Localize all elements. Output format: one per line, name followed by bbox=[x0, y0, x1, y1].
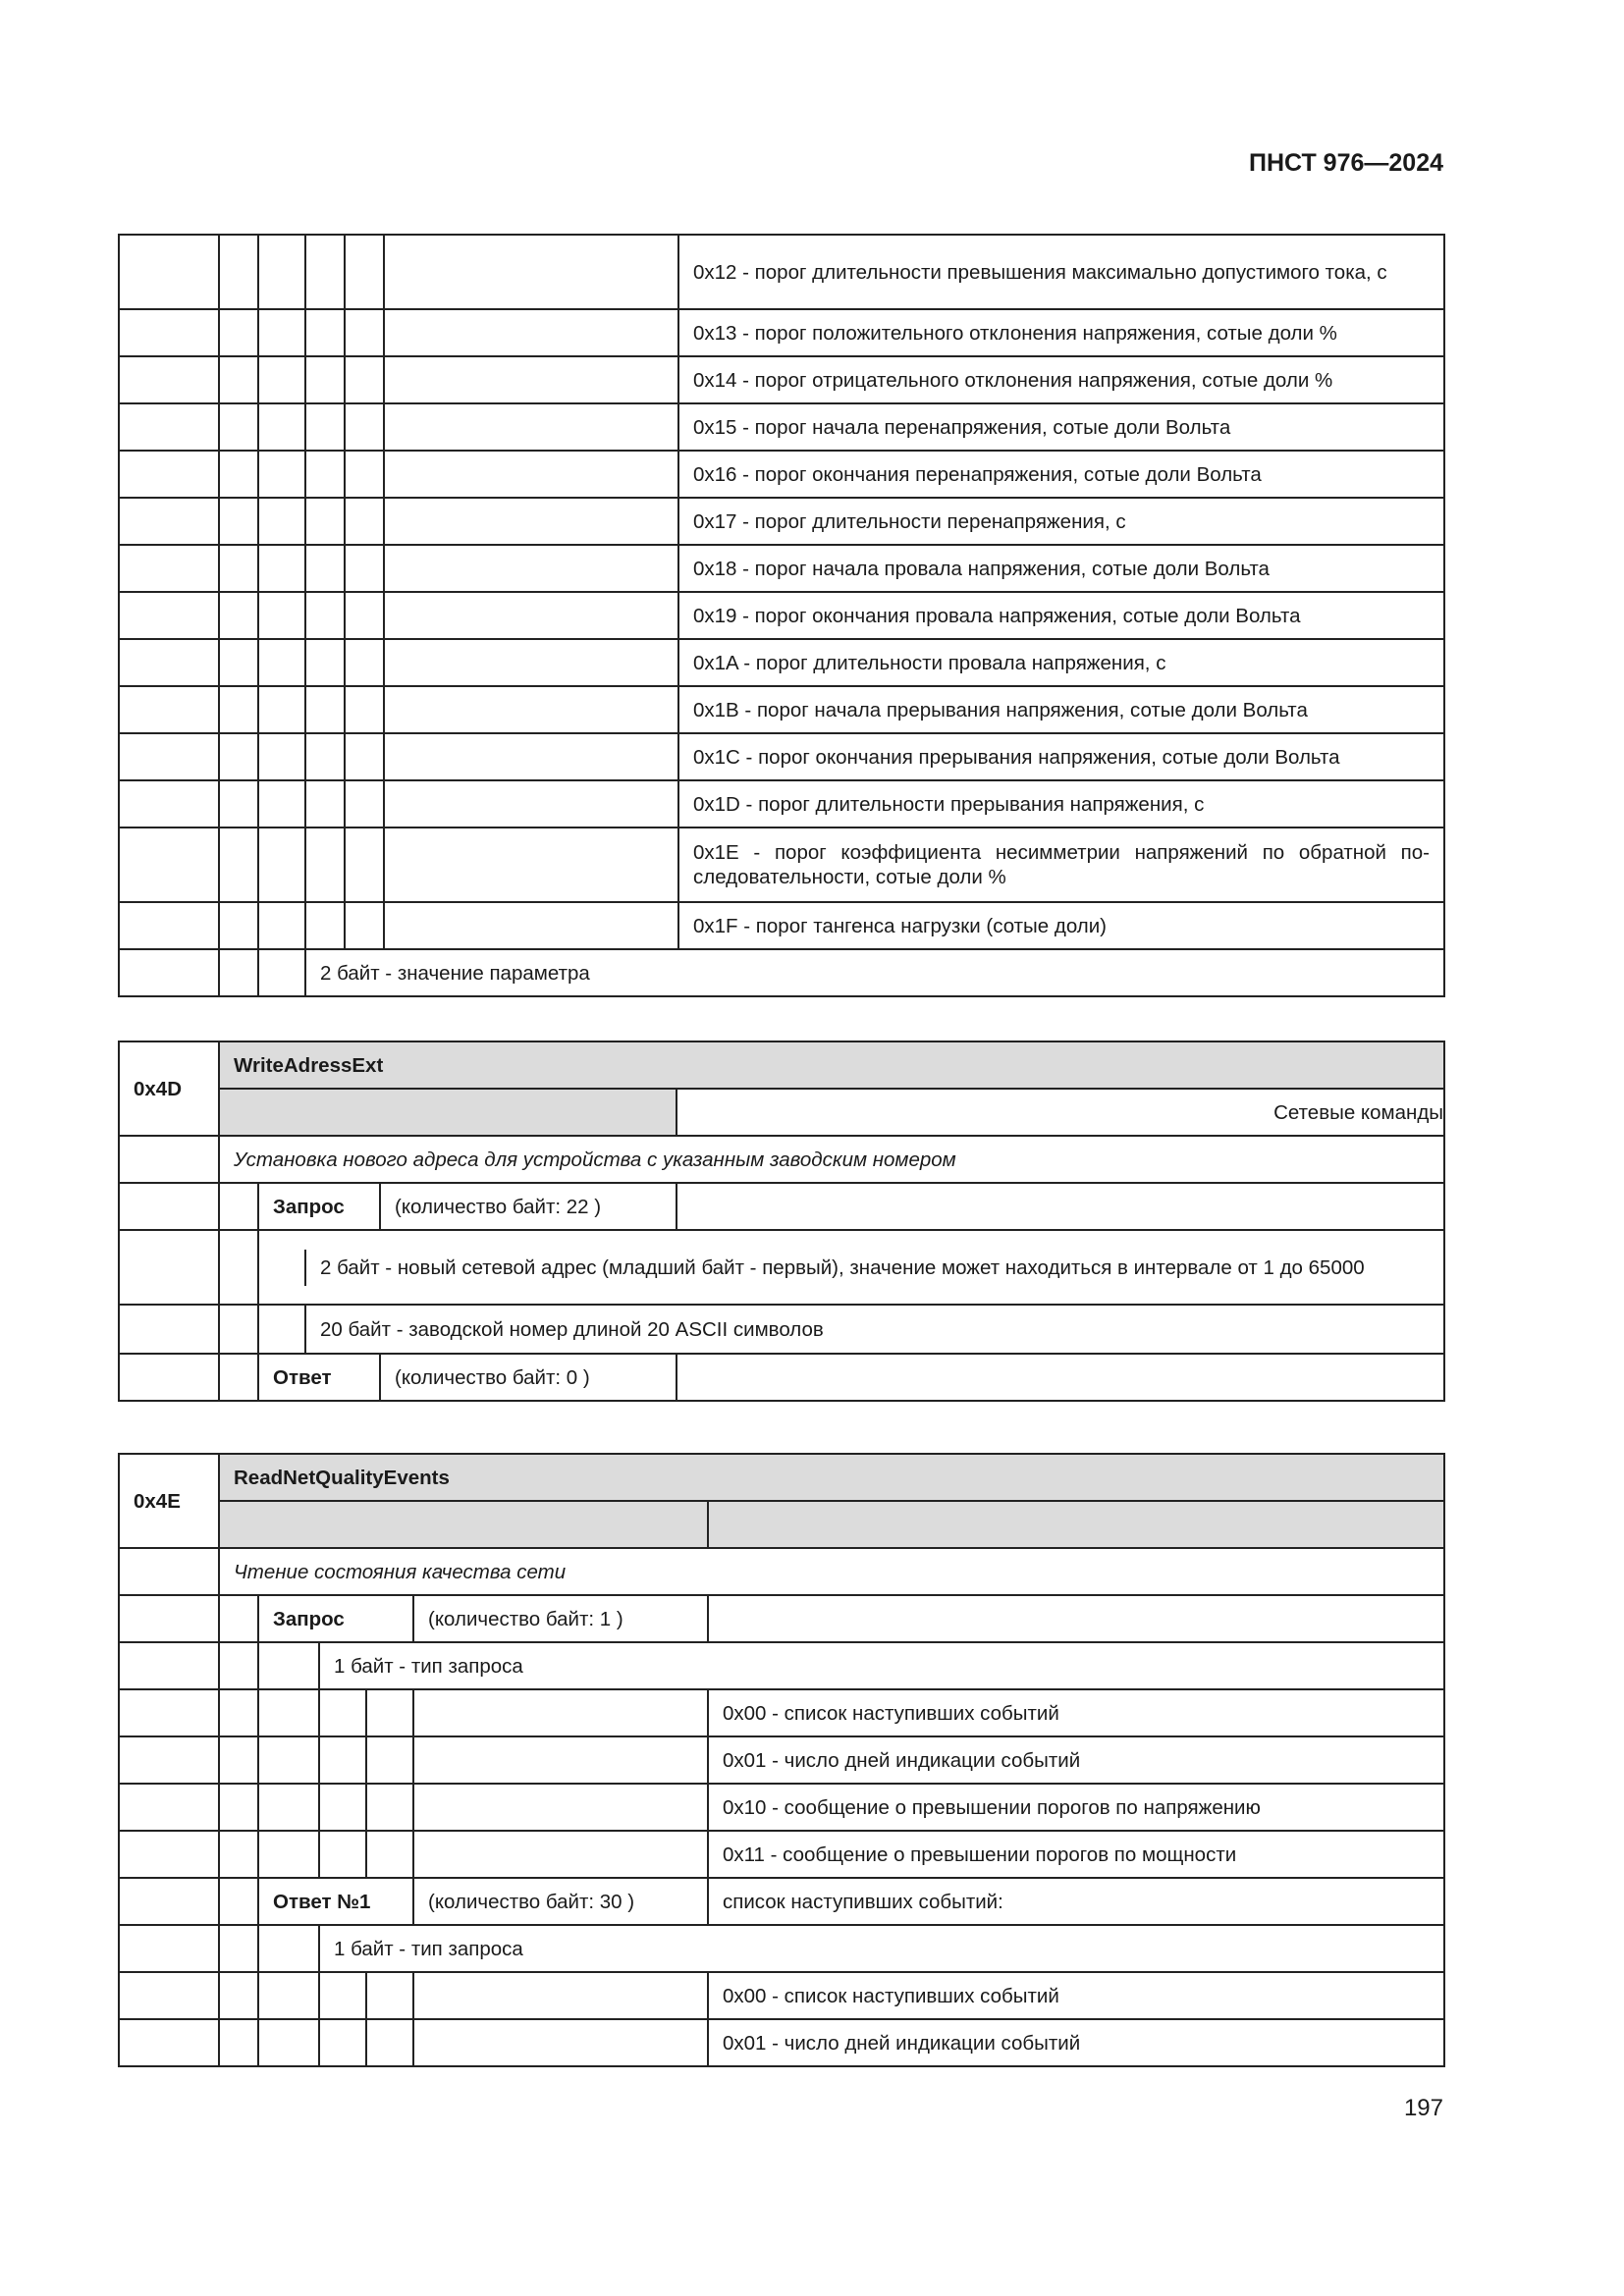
table-row bbox=[119, 1305, 1444, 1354]
threshold-code-value: 0x13 - порог положительного отклонения напряжения, сотые доли % bbox=[678, 309, 1444, 356]
table-row bbox=[119, 1972, 1444, 2019]
threshold-code-value: 0x17 - порог длительности перенапряжения, с bbox=[678, 498, 1444, 545]
threshold-code-value: 0x18 - порог начала провала напряжения, сотые доли Вольта bbox=[678, 545, 1444, 592]
document-id: ПНСТ 976—2024 bbox=[1249, 149, 1443, 177]
threshold-code-value: 0x16 - порог окончания перенапряжения, сотые доли Вольта bbox=[678, 451, 1444, 498]
table-row bbox=[119, 403, 1444, 451]
table-row bbox=[119, 1183, 1444, 1230]
command-name: WriteAdressExt bbox=[219, 1041, 1444, 1089]
table-row bbox=[119, 1689, 1444, 1736]
table-row bbox=[119, 686, 1444, 733]
command-0x4e-table bbox=[118, 1453, 1445, 2067]
table-row bbox=[119, 1454, 1444, 1501]
table-row bbox=[119, 733, 1444, 780]
request-option: 0x01 - число дней индикации событий bbox=[708, 1736, 1444, 1784]
response-option: 0x00 - список наступивших событий bbox=[708, 1972, 1444, 2019]
table-row bbox=[119, 1548, 1444, 1595]
threshold-code-value: 0x1E - порог коэффициента несимметрии напряжений по обратной по-следовательности, сотые доли % bbox=[678, 828, 1444, 902]
table-row bbox=[119, 1501, 1444, 1548]
request-label: Запрос bbox=[258, 1595, 413, 1642]
threshold-code-value: 0x1A - порог длительности провала напряжения, с bbox=[678, 639, 1444, 686]
threshold-code-value: 0x15 - порог начала перенапряжения, сотые доли Вольта bbox=[678, 403, 1444, 451]
request-type-row: 1 байт - тип запроса bbox=[319, 1642, 1444, 1689]
command-description: Чтение состояния качества сети bbox=[219, 1548, 1444, 1595]
table-row bbox=[119, 451, 1444, 498]
table-row bbox=[119, 1925, 1444, 1972]
response-note: список наступивших событий: bbox=[708, 1878, 1444, 1925]
command-category: Сетевые команды bbox=[677, 1089, 1444, 1136]
table-row bbox=[119, 592, 1444, 639]
threshold-code-value: 0x1F - порог тангенса нагрузки (сотые доли) bbox=[678, 902, 1444, 949]
table-row bbox=[119, 1831, 1444, 1878]
table-row bbox=[119, 949, 1444, 996]
table-row bbox=[119, 1736, 1444, 1784]
table-row bbox=[119, 1878, 1444, 1925]
table-row bbox=[119, 1089, 1444, 1136]
response-byte-count: (количество байт: 30 ) bbox=[413, 1878, 708, 1925]
table-row bbox=[119, 2019, 1444, 2066]
threshold-code-value: 0x1C - порог окончания прерывания напряжения, сотые доли Вольта bbox=[678, 733, 1444, 780]
table-row bbox=[119, 1595, 1444, 1642]
command-code: 0x4E bbox=[119, 1454, 219, 1548]
page-number: 197 bbox=[1403, 2095, 1443, 2121]
table-row bbox=[119, 639, 1444, 686]
table-row bbox=[119, 1230, 1444, 1305]
table-row bbox=[119, 1354, 1444, 1401]
command-code: 0x4D bbox=[119, 1041, 219, 1136]
request-byte-count: (количество байт: 1 ) bbox=[413, 1595, 708, 1642]
table-row bbox=[119, 356, 1444, 403]
table-row bbox=[119, 1642, 1444, 1689]
response-label: Ответ №1 bbox=[258, 1878, 413, 1925]
parameter-value-row: 2 байт - значение параметра bbox=[305, 949, 1444, 996]
threshold-code-value: 0x12 - порог длительности превышения максимально допустимого тока, с bbox=[678, 235, 1444, 309]
threshold-code-value: 0x14 - порог отрицательного отклонения напряжения, сотые доли % bbox=[678, 356, 1444, 403]
table-row bbox=[119, 902, 1444, 949]
table-row bbox=[119, 235, 1444, 309]
table-row bbox=[119, 1041, 1444, 1089]
table-row bbox=[119, 1784, 1444, 1831]
command-description: Установка нового адреса для устройства с указанным заводским номером bbox=[219, 1136, 1444, 1183]
table-row bbox=[119, 780, 1444, 828]
table-row bbox=[119, 498, 1444, 545]
response-label: Ответ bbox=[258, 1354, 380, 1401]
response-byte-count: (количество байт: 0 ) bbox=[380, 1354, 677, 1401]
response-type-row: 1 байт - тип запроса bbox=[319, 1925, 1444, 1972]
request-option: 0x11 - сообщение о превышении порогов по мощности bbox=[708, 1831, 1444, 1878]
threshold-codes-table bbox=[118, 234, 1445, 997]
request-item: 2 байт - новый сетевой адрес (младший байт - первый), значение может находиться в интервале от 1 до 65000 bbox=[320, 1255, 1365, 1279]
request-item: 20 байт - заводской номер длиной 20 ASCII символов bbox=[320, 1317, 824, 1341]
request-option: 0x10 - сообщение о превышении порогов по напряжению bbox=[708, 1784, 1444, 1831]
table-row bbox=[119, 1136, 1444, 1183]
request-label: Запрос bbox=[258, 1183, 380, 1230]
response-option: 0x01 - число дней индикации событий bbox=[708, 2019, 1444, 2066]
command-name: ReadNetQualityEvents bbox=[219, 1454, 1444, 1501]
table-row bbox=[119, 545, 1444, 592]
threshold-code-value: 0x19 - порог окончания провала напряжения, сотые доли Вольта bbox=[678, 592, 1444, 639]
table-row bbox=[119, 828, 1444, 902]
request-option: 0x00 - список наступивших событий bbox=[708, 1689, 1444, 1736]
threshold-code-value: 0x1B - порог начала прерывания напряжения, сотые доли Вольта bbox=[678, 686, 1444, 733]
threshold-code-value: 0x1D - порог длительности прерывания напряжения, с bbox=[678, 780, 1444, 828]
table-row bbox=[119, 309, 1444, 356]
request-byte-count: (количество байт: 22 ) bbox=[380, 1183, 677, 1230]
command-0x4d-table bbox=[118, 1041, 1445, 1402]
